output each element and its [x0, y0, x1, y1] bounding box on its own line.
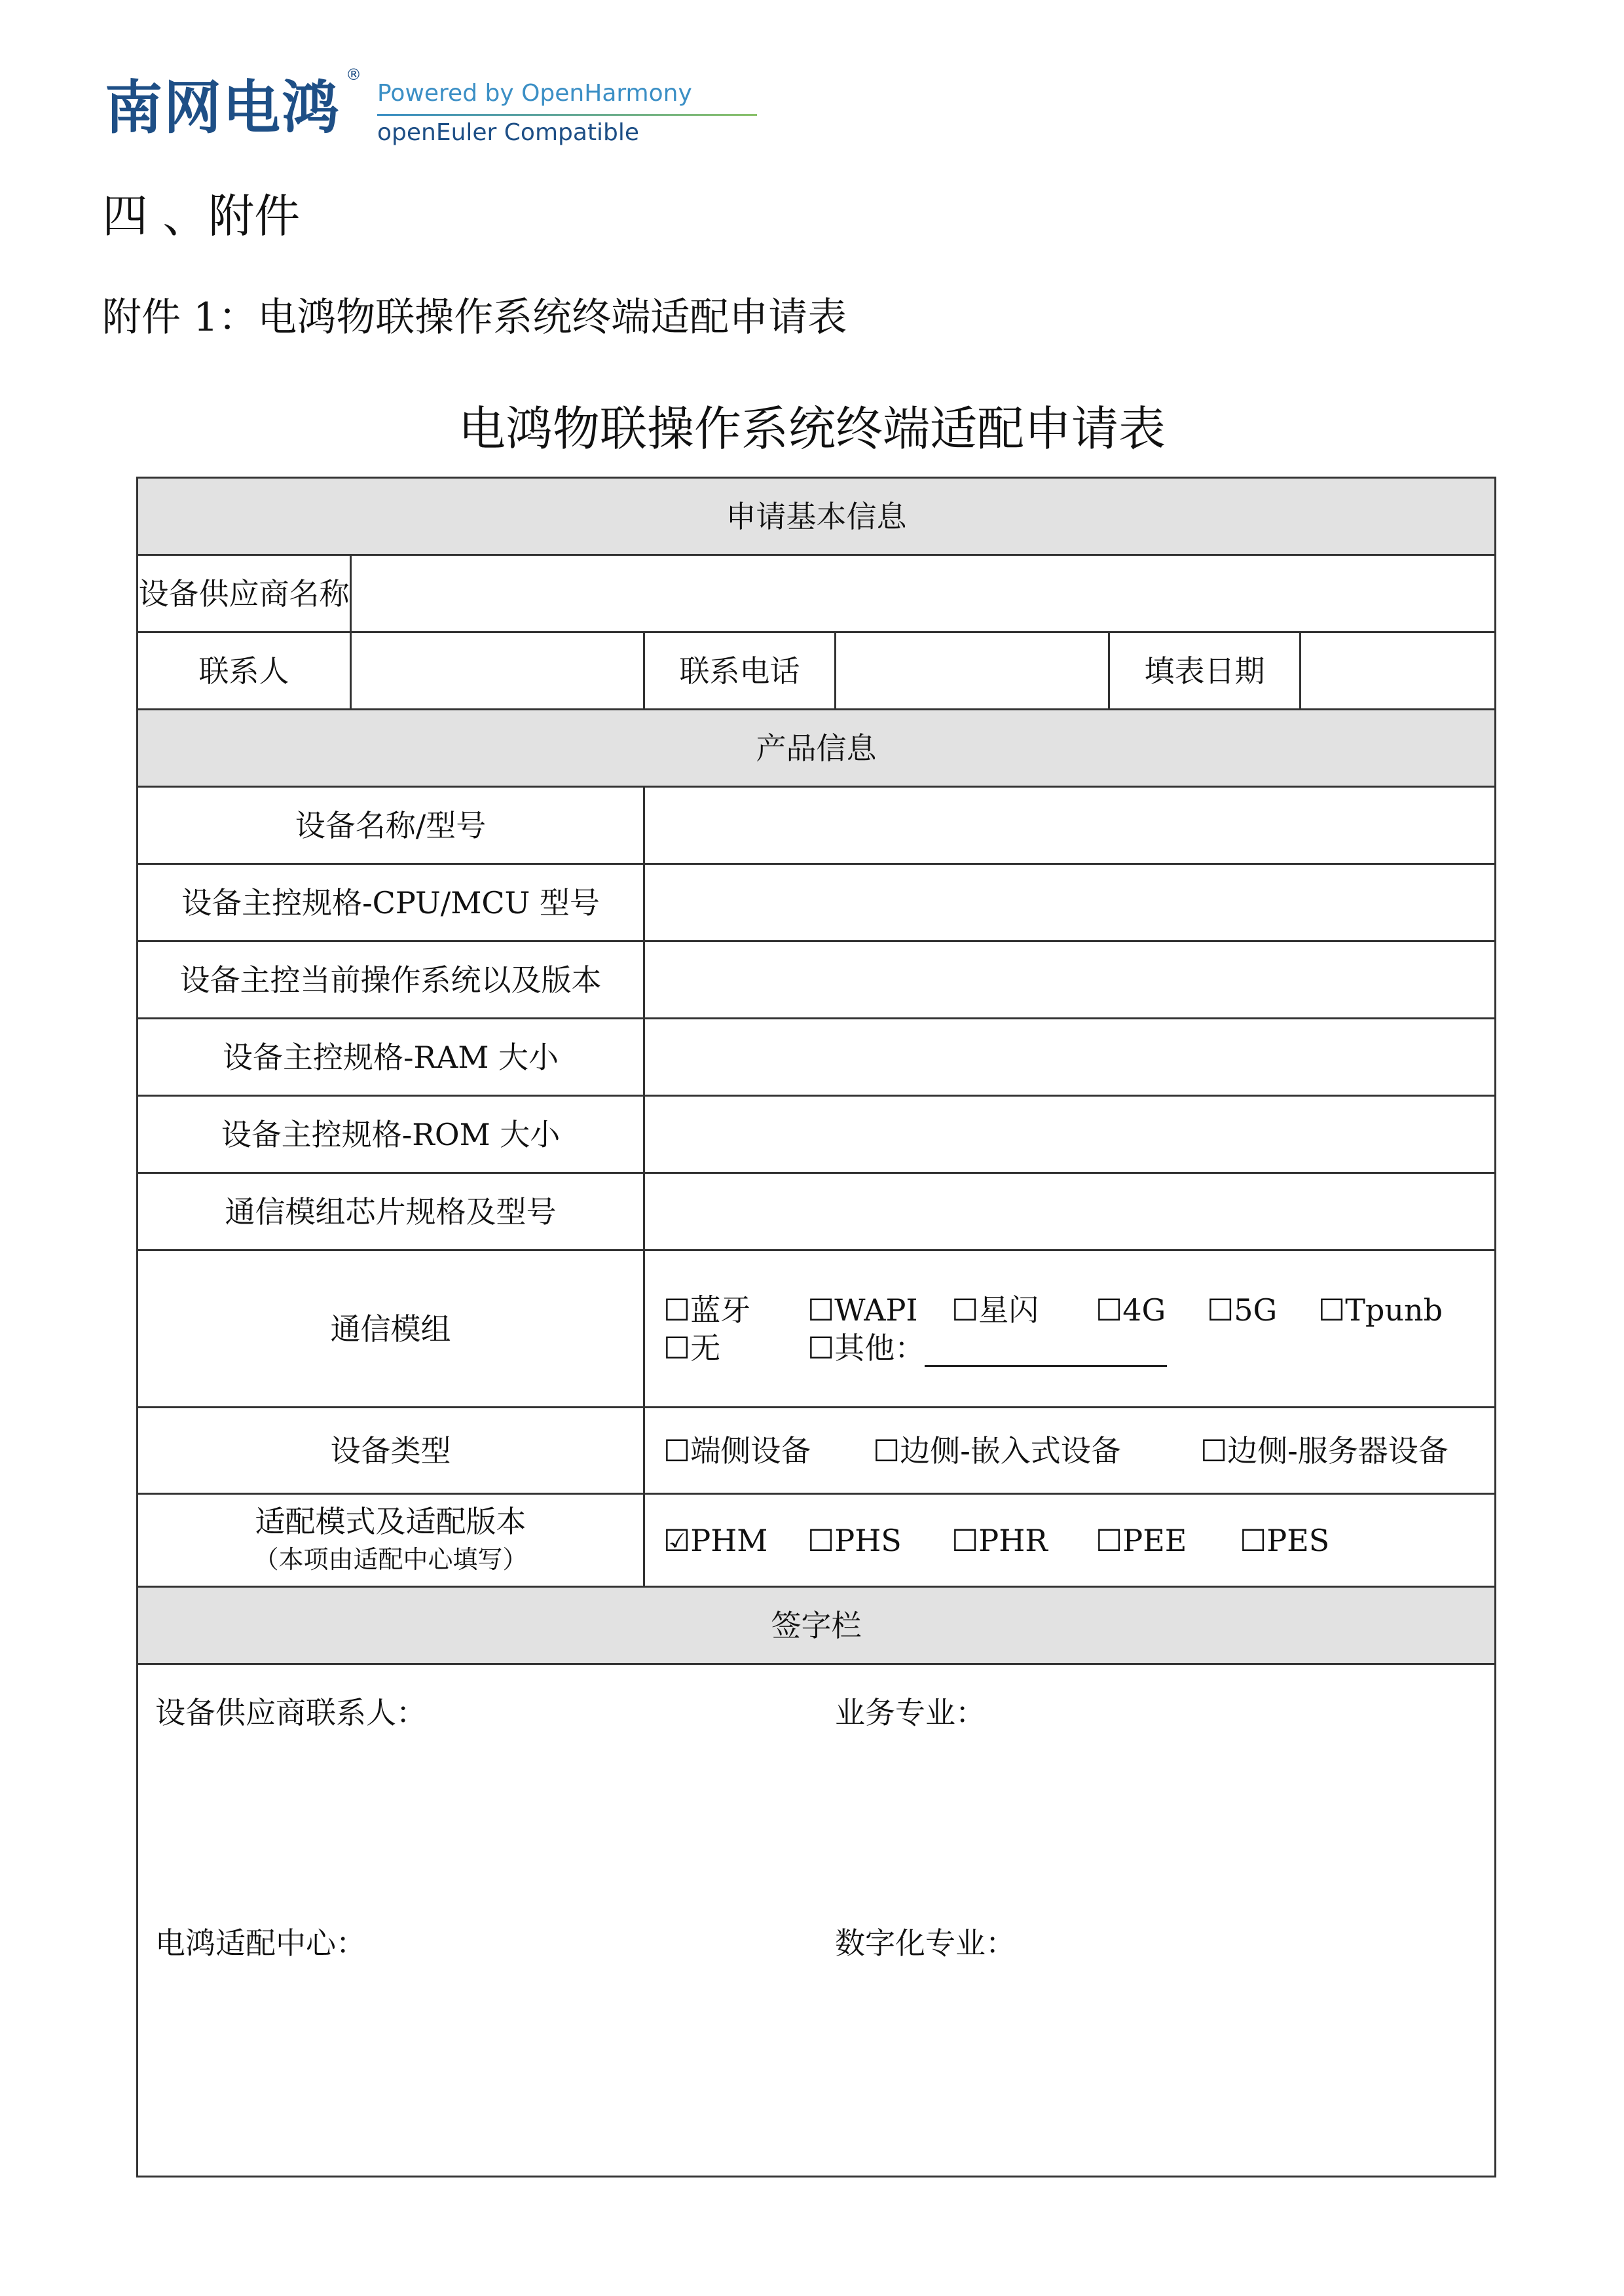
logo-compatible: openEuler Compatible — [377, 119, 640, 146]
checkbox-edge-server[interactable]: ☐边侧-服务器设备 — [1200, 1432, 1449, 1468]
supplier-name-field[interactable] — [351, 555, 1496, 632]
application-form — [136, 477, 1496, 2178]
checkbox-edge-embedded[interactable]: ☐边侧-嵌入式设备 — [873, 1432, 1121, 1468]
current-os-field[interactable] — [644, 941, 1496, 1019]
other-input-line[interactable] — [925, 1334, 1167, 1367]
ram-size-label: 设备主控规格-RAM 大小 — [138, 1019, 644, 1096]
adapt-mode-label-cell — [138, 1494, 644, 1587]
ram-size-field[interactable] — [644, 1019, 1496, 1096]
logo-powered-by: Powered by OpenHarmony — [377, 80, 692, 107]
device-model-field[interactable] — [644, 787, 1496, 864]
attachment-heading: 附件 1：电鸿物联操作系统终端适配申请表 — [102, 295, 847, 340]
supplier-name-label: 设备供应商名称 — [138, 555, 351, 632]
adapt-mode-options — [644, 1494, 1496, 1587]
comm-chip-label: 通信模组芯片规格及型号 — [138, 1173, 644, 1250]
adapt-center-sign-label: 电鸿适配中心： — [155, 1925, 366, 1961]
rom-size-label: 设备主控规格-ROM 大小 — [138, 1096, 644, 1173]
signature-area[interactable] — [138, 1664, 1496, 2177]
basic-info-header: 申请基本信息 — [138, 478, 1496, 555]
adapt-mode-label: 适配模式及适配版本 — [255, 1503, 526, 1539]
phone-field[interactable] — [836, 632, 1109, 710]
rom-size-field[interactable] — [644, 1096, 1496, 1173]
cpu-model-label: 设备主控规格-CPU/MCU 型号 — [138, 864, 644, 941]
phone-label: 联系电话 — [644, 632, 836, 710]
checkbox-end-device[interactable]: ☐端侧设备 — [663, 1432, 811, 1468]
checkbox-phm[interactable]: ☑PHM — [663, 1522, 768, 1558]
signature-grid — [138, 1665, 1494, 2176]
device-model-label: 设备名称/型号 — [138, 787, 644, 864]
checkbox-pes[interactable]: ☐PES — [1240, 1522, 1330, 1558]
device-type-options — [644, 1408, 1496, 1494]
logo — [105, 65, 694, 151]
contact-field[interactable] — [351, 632, 644, 710]
cpu-model-field[interactable] — [644, 864, 1496, 941]
checkbox-bluetooth[interactable]: ☐蓝牙 — [663, 1292, 751, 1328]
checkbox-phr[interactable]: ☐PHR — [951, 1522, 1048, 1558]
checkbox-nearlink[interactable]: ☐星闪 — [951, 1292, 1039, 1328]
checkbox-4g[interactable]: ☐4G — [1096, 1292, 1166, 1328]
comm-chip-field[interactable] — [644, 1173, 1496, 1250]
current-os-label: 设备主控当前操作系统以及版本 — [138, 941, 644, 1019]
checkbox-wapi[interactable]: ☐WAPI — [807, 1292, 918, 1328]
date-field[interactable] — [1301, 632, 1496, 710]
logo-divider — [377, 114, 757, 116]
device-type-label: 设备类型 — [138, 1408, 644, 1494]
checkbox-5g[interactable]: ☐5G — [1207, 1292, 1278, 1328]
signature-header: 签字栏 — [138, 1587, 1496, 1664]
business-sign-label: 业务专业： — [835, 1695, 986, 1730]
contact-label: 联系人 — [138, 632, 351, 710]
logo-registered-mark: ® — [346, 65, 361, 84]
logo-brand: 南网电鸿 — [105, 74, 341, 141]
form-title: 电鸿物联操作系统终端适配申请表 — [458, 401, 1166, 456]
checkbox-pee[interactable]: ☐PEE — [1096, 1522, 1187, 1558]
checkbox-other[interactable]: ☐其他： — [807, 1330, 925, 1366]
comm-module-label: 通信模组 — [138, 1250, 644, 1408]
adapt-mode-note: （本项由适配中心填写） — [253, 1544, 528, 1574]
checkbox-tpunb[interactable]: ☐Tpunb — [1318, 1292, 1443, 1328]
section-heading: 四 、附件 — [102, 189, 301, 243]
digital-sign-label: 数字化专业： — [835, 1925, 1016, 1961]
supplier-contact-sign-label: 设备供应商联系人： — [155, 1695, 426, 1730]
product-info-header: 产品信息 — [138, 710, 1496, 787]
checkbox-none[interactable]: ☐无 — [663, 1330, 721, 1366]
checkbox-phs[interactable]: ☐PHS — [807, 1522, 902, 1558]
date-label: 填表日期 — [1109, 632, 1301, 710]
comm-module-options — [644, 1250, 1496, 1408]
